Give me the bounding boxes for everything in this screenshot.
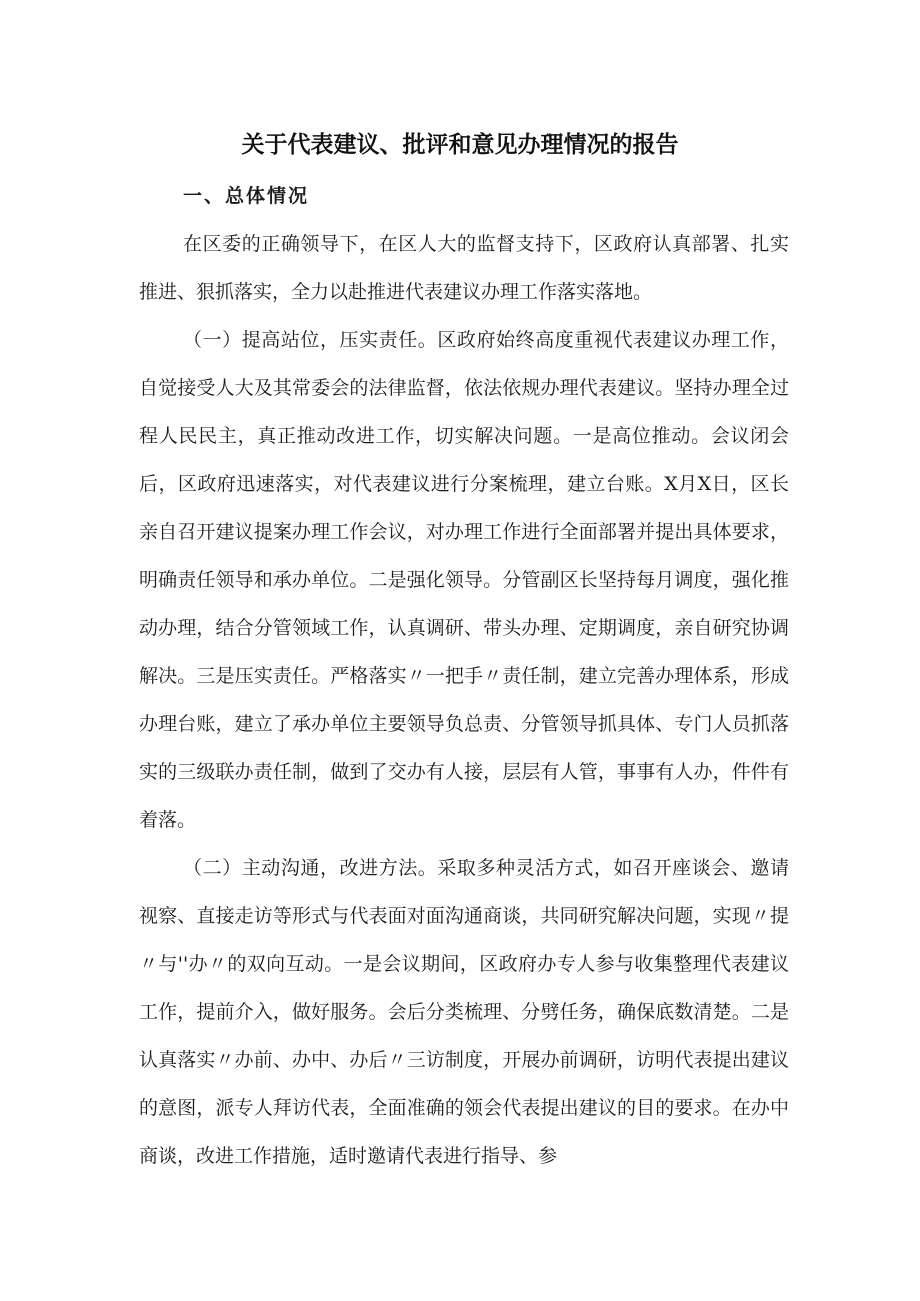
paragraph-intro: 在区委的正确领导下，在区人大的监督支持下，区政府认真部署、扎实推进、狠抓落实，全力以赴推进代表建议办理工作落实落地。 xyxy=(139,233,789,303)
paragraph-responsibility: （一）提高站位，压实责任。区政府始终高度重视代表建议办理工作，自觉接受人大及其常委会的法律监督，依法依规办理代表建议。坚持办理全过程人民民主，真正推动改进工作，切实解决问题。一是高位推动。会议闭会后，区政府迅速落实，对代表建议进行分案梳理，建立台账。X月X日，区长亲自召开建议提案办理工作会议，对办理工作进行全面部署并提出具体要求，明确责任领导和承办单位。二是强化领导。分管副区长坚持每月调度，强化推动办理，结合分管领域工作，认真调研、带头办理、定期调度，亲自研究协调解决。三是压实责任。严格落实〃一把手〃责任制，建立完善办理体系，形成办理台账，建立了承办单位主要领导负总责、分管领导抓具体、专门人员抓落实的三级联办责任制，做到了交办有人接，层层有人管，事事有人办，件件有着落。 xyxy=(139,329,789,831)
section-heading-overall: 一、总体情况 xyxy=(183,185,310,207)
document-title: 关于代表建议、批评和意见办理情况的报告 xyxy=(241,132,679,158)
paragraph-communication: （二）主动沟通，改进方法。采取多种灵活方式，如召开座谈会、邀请视察、直接走访等形式与代表面对面沟通商谈，共同研究解决问题，实现〃提〃与''办〃的双向互动。一是会议期间，区政府办专人参与收集整理代表建议工作，提前介入，做好服务。会后分类梳理、分劈任务，确保底数清楚。二是认真落实〃办前、办中、办后〃三访制度，开展办前调研，访明代表提出建议的意图，派专人拜访代表，全面准确的领会代表提出建议的目的要求。在办中商谈，改进工作措施，适时邀请代表进行指导、参 xyxy=(139,857,789,1167)
